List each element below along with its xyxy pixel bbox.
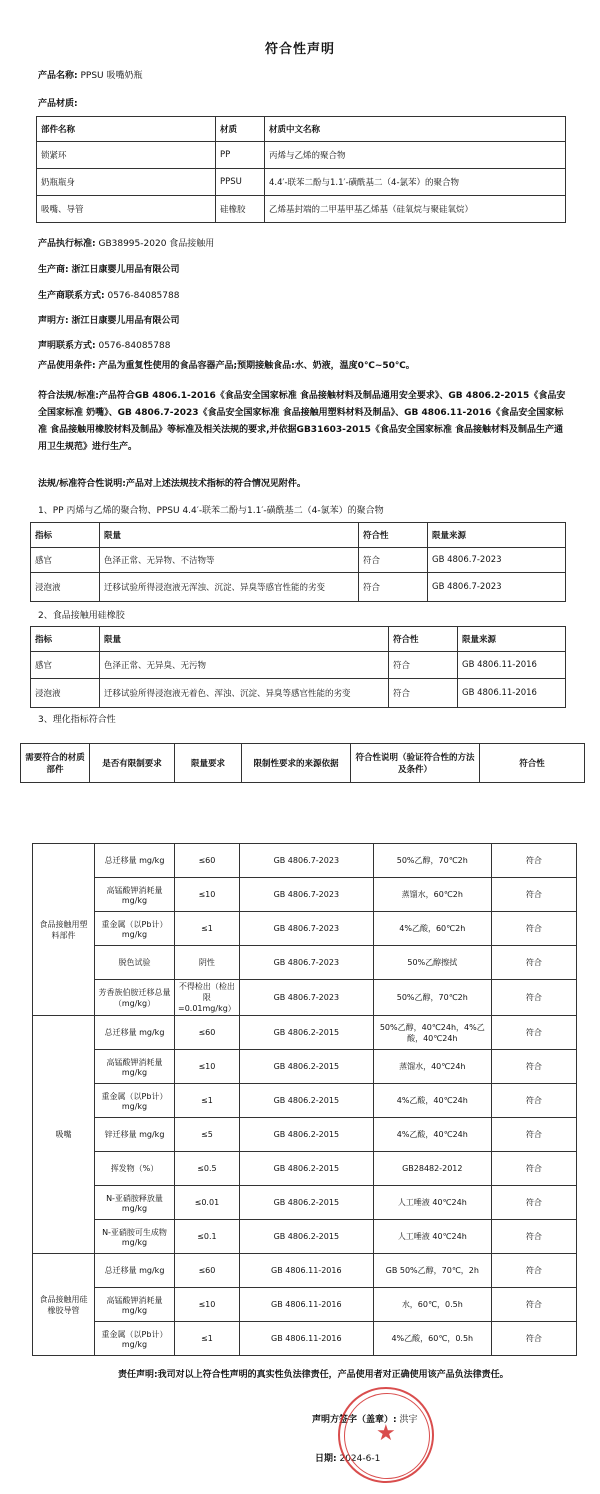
table-cell: 挥发物（%） (95, 1152, 175, 1186)
section2-title: 2、食品接触用硅橡胶 (38, 611, 125, 621)
table-cell: 符合 (389, 679, 458, 708)
table-cell: GB 4806.7-2023 (239, 844, 373, 878)
manufacturer-contact-value: 0576-84085788 (107, 291, 180, 301)
table-cell: GB 50%乙醇，70℃，2h (373, 1254, 491, 1288)
company-seal (338, 1387, 434, 1483)
table-cell: GB 4806.7-2023 (239, 980, 373, 1016)
table-cell: 重金属（以Pb计）mg/kg (95, 1322, 175, 1356)
table-cell: 符合 (491, 1220, 576, 1254)
table-row (33, 1050, 577, 1084)
table-cell: GB 4806.2-2015 (239, 1220, 373, 1254)
table-cell: 4%乙酸，40℃24h (373, 1118, 491, 1152)
table-cell: 符合 (491, 1254, 576, 1288)
table-cell: 感官 (31, 548, 100, 573)
table-cell: 50%乙醇，70℃2h (373, 844, 491, 878)
materials-label: 产品材质: (38, 99, 78, 109)
table-cell: 吸嘴、导管 (37, 196, 216, 223)
table-cell: GB 4806.7-2023 (239, 912, 373, 946)
table-cell: 符合 (491, 878, 576, 912)
table-cell: ≤1 (175, 912, 240, 946)
table-cell: 色泽正常、无异臭、无污物 (100, 652, 389, 679)
section1-table (30, 522, 566, 602)
table-cell: ≤1 (175, 1322, 240, 1356)
table-cell: 符合 (491, 1288, 576, 1322)
liability-statement: 责任声明:我司对以上符合性声明的真实性负法律责任，产品使用者对正确使用该产品负法律责任。 (118, 1370, 509, 1380)
date-line: 日期: 2024-6-1 (315, 1454, 381, 1464)
table-cell: GB 4806.2-2015 (239, 1152, 373, 1186)
table-cell: 符合 (491, 912, 576, 946)
table-cell: N-亚硝胺可生成物 mg/kg (95, 1220, 175, 1254)
table-cell: 4%乙酸，40℃24h (373, 1084, 491, 1118)
table-cell: 符合 (389, 652, 458, 679)
table-cell: 阴性 (175, 946, 240, 980)
declarer-contact-line: 声明联系方式: 0576-84085788 (38, 341, 171, 351)
table-cell: 总迁移量 mg/kg (95, 1254, 175, 1288)
declarer-line: 声明方: 浙江日康婴儿用品有限公司 (38, 316, 180, 326)
table-cell: 4%乙酸，60℃2h (373, 912, 491, 946)
table-cell: GB 4806.2-2015 (239, 1186, 373, 1220)
table-row (33, 844, 577, 878)
table-cell: 总迁移量 mg/kg (95, 844, 175, 878)
table-cell: 符合 (491, 1118, 576, 1152)
table-cell: 蒸馏水，60℃2h (373, 878, 491, 912)
table-cell: 4%乙酸，60℃，0.5h (373, 1322, 491, 1356)
product-name-value: PPSU 吸嘴奶瓶 (80, 71, 143, 81)
table-cell: GB 4806.2-2015 (239, 1050, 373, 1084)
table-cell: 符合 (491, 1186, 576, 1220)
table-row (33, 980, 577, 1016)
manufacturer-line: 生产商: 浙江日康婴儿用品有限公司 (38, 265, 180, 275)
table-cell: ≤10 (175, 1288, 240, 1322)
table-cell: GB 4806.7-2023 (428, 548, 566, 573)
section3-title: 3、理化指标符合性 (38, 715, 116, 725)
table-cell: 人工唾液 40℃24h (373, 1220, 491, 1254)
table-cell: ≤60 (175, 1254, 240, 1288)
table-header-cell: 限量 (100, 627, 389, 652)
table-cell: GB 4806.2-2015 (239, 1118, 373, 1152)
table-cell: ≤60 (175, 1016, 240, 1050)
table-cell: GB 4806.11-2016 (239, 1254, 373, 1288)
table-header-cell: 材质中文名称 (265, 117, 566, 142)
table-cell: GB 4806.7-2023 (428, 573, 566, 602)
table-cell: 不得检出（检出限=0.01mg/kg） (175, 980, 240, 1016)
table-cell: ≤0.5 (175, 1152, 240, 1186)
table-cell: 50%乙醇，40℃24h，4%乙酸，40℃24h (373, 1016, 491, 1050)
table-row (33, 1016, 577, 1050)
table-cell: ≤1 (175, 1084, 240, 1118)
table-cell: 锌迁移量 mg/kg (95, 1118, 175, 1152)
table-header-cell: 是否有限制要求 (90, 744, 175, 783)
table-cell: 感官 (31, 652, 100, 679)
table-header-cell: 符合性 (480, 744, 585, 783)
table-cell: 丙烯与乙烯的聚合物 (265, 142, 566, 169)
table-cell: ≤5 (175, 1118, 240, 1152)
table-cell: 高锰酸钾消耗量 mg/kg (95, 1288, 175, 1322)
table-cell: GB 4806.7-2023 (239, 946, 373, 980)
table-row (33, 912, 577, 946)
table-cell: 乙烯基封端的二甲基甲基乙烯基（硅氧烷与聚硅氧烷） (265, 196, 566, 223)
table-cell: ≤0.01 (175, 1186, 240, 1220)
materials-table (36, 116, 566, 223)
table-header-cell: 符合性 (389, 627, 458, 652)
material-part-cell: 食品接触用硅橡胶导管 (33, 1254, 95, 1356)
table-row (37, 196, 566, 223)
table-cell: 芳香族伯胺迁移总量（mg/kg） (95, 980, 175, 1016)
table-header-cell: 限量来源 (428, 523, 566, 548)
table-cell: 色泽正常、无异物、不洁物等 (100, 548, 359, 573)
table-cell: GB 4806.11-2016 (458, 679, 566, 708)
table-cell: 浸泡液 (31, 679, 100, 708)
material-part-cell: 吸嘴 (33, 1016, 95, 1254)
table-cell: 符合 (491, 844, 576, 878)
star-icon: ★ (376, 1421, 396, 1446)
manufacturer-contact-line: 生产商联系方式: 0576-84085788 (38, 291, 180, 301)
table-row (33, 1084, 577, 1118)
table-header-cell: 符合性说明（验证符合性的方法及条件） (351, 744, 480, 783)
standard-value: GB38995-2020 食品接触用 (98, 239, 215, 249)
table-cell: N-亚硝胺释放量 mg/kg (95, 1186, 175, 1220)
table-cell: GB 4806.2-2015 (239, 1016, 373, 1050)
table-cell: 人工唾液 40℃24h (373, 1186, 491, 1220)
table-cell: 水，60℃，0.5h (373, 1288, 491, 1322)
product-name-line (38, 70, 143, 82)
table-cell: GB 4806.2-2015 (239, 1084, 373, 1118)
table-row (31, 652, 566, 679)
table-row (33, 1220, 577, 1254)
table-row (31, 679, 566, 708)
standard-line: 产品执行标准: GB38995-2020 食品接触用 (38, 239, 215, 249)
table-header-cell: 限量 (100, 523, 359, 548)
table-header-cell: 限量要求 (175, 744, 242, 783)
table-cell: 奶瓶瓶身 (37, 169, 216, 196)
table-cell: 锁紧环 (37, 142, 216, 169)
table-cell: 重金属（以Pb计）mg/kg (95, 912, 175, 946)
table-header-cell: 材质 (216, 117, 265, 142)
table-cell: 脱色试验 (95, 946, 175, 980)
signature-line: 声明方签字（盖章）: 洪宇 (312, 1415, 418, 1425)
table-cell: 50%乙醇，70℃2h (373, 980, 491, 1016)
table-cell: 重金属（以Pb计）mg/kg (95, 1084, 175, 1118)
compliance-note-line: 法规/标准符合性说明:产品对上述法规技术指标的符合情况见附件。 (38, 479, 306, 489)
table-cell: 蒸馏水，40℃24h (373, 1050, 491, 1084)
table-cell: 50%乙醇擦拭 (373, 946, 491, 980)
table-row (33, 1288, 577, 1322)
declarer-value: 浙江日康婴儿用品有限公司 (71, 316, 180, 326)
usage-line: 产品使用条件: 产品为重复性使用的食品容器产品;预期接触食品:水、奶液，温度0℃~50℃。 (38, 361, 415, 371)
table-row (33, 1152, 577, 1186)
table-cell: 符合 (359, 548, 428, 573)
section2-table (30, 626, 566, 708)
table-row (33, 1186, 577, 1220)
liability-value: 我司对以上符合性声明的真实性负法律责任，产品使用者对正确使用该产品负法律责任。 (157, 1370, 509, 1380)
table-cell: 迁移试验所得浸泡液无着色、浑浊、沉淀、异臭等感官性能的劣变 (100, 679, 389, 708)
material-part-cell: 食品接触用塑料部件 (33, 844, 95, 1016)
regulation-paragraph: 符合法规/标准:产品符合GB 4806.1-2016《食品安全国家标准 食品接触材料及制品通用安全要求》、GB 4806.2-2015《食品安全国家标准 奶嘴》、GB 4806.7-2023《食品安全国家标准 食品接触用塑料材料及制品》、GB 4806.11-2016《食品安全国家标准 食品接触用橡胶材料及制品》等标准及相关法规的要求,并依据GB31603-2015《食品安全国家标准 食品接触材料及制品生产通用卫生规范》进行生产。 (38, 391, 566, 452)
table-row (33, 878, 577, 912)
table-cell: 迁移试验所得浸泡液无浑浊、沉淀、异臭等感官性能的劣变 (100, 573, 359, 602)
table-row (37, 169, 566, 196)
table-header-cell: 限量来源 (458, 627, 566, 652)
table-cell: GB 4806.11-2016 (239, 1288, 373, 1322)
table-header-cell: 指标 (31, 627, 100, 652)
materials-table-header (37, 117, 566, 142)
compliance-note-value: 产品对上述法规技术指标的符合情况见附件。 (125, 479, 306, 489)
table-cell: ≤10 (175, 1050, 240, 1084)
table-cell: GB28482-2012 (373, 1152, 491, 1186)
table-row (33, 946, 577, 980)
table-cell: 符合 (491, 1050, 576, 1084)
table-row (37, 142, 566, 169)
table-row (31, 548, 566, 573)
table-cell: 4.4′-联苯二酚与1.1′-磺酰基二（4-氯苯）的聚合物 (265, 169, 566, 196)
table-cell: 浸泡液 (31, 573, 100, 602)
table-cell: 总迁移量 mg/kg (95, 1016, 175, 1050)
table-cell: PPSU (216, 169, 265, 196)
table-cell: 高锰酸钾消耗量 mg/kg (95, 878, 175, 912)
declarer-contact-value: 0576-84085788 (98, 341, 171, 351)
date-value: 2024-6-1 (339, 1454, 381, 1464)
table-row (31, 573, 566, 602)
section1-title: 1、PP 丙烯与乙烯的聚合物、PPSU 4.4′-联苯二酚与1.1′-磺酰基二（4-氯苯）的聚合物 (38, 506, 384, 516)
table-header-cell: 指标 (31, 523, 100, 548)
table-row (33, 1322, 577, 1356)
table-row (33, 1254, 577, 1288)
table-cell: 符合 (491, 980, 576, 1016)
section3-detail-table (32, 843, 577, 1356)
table-cell: 符合 (491, 1084, 576, 1118)
table-header-cell: 符合性 (359, 523, 428, 548)
table-cell: 符合 (491, 1016, 576, 1050)
table-header-cell: 需要符合的材质部件 (21, 744, 90, 783)
table-cell: 符合 (491, 1152, 576, 1186)
usage-value: 产品为重复性使用的食品容器产品;预期接触食品:水、奶液，温度0℃~50℃。 (98, 361, 415, 371)
table-cell: ≤10 (175, 878, 240, 912)
table-cell: GB 4806.11-2016 (458, 652, 566, 679)
signature-value: 洪宇 (399, 1415, 418, 1425)
section3-header-table (20, 743, 585, 783)
table-cell: ≤0.1 (175, 1220, 240, 1254)
table-cell: 符合 (491, 1322, 576, 1356)
manufacturer-value: 浙江日康婴儿用品有限公司 (71, 265, 180, 275)
table-cell: ≤60 (175, 844, 240, 878)
table-cell: GB 4806.11-2016 (239, 1322, 373, 1356)
table-cell: 符合 (491, 946, 576, 980)
table-cell: 符合 (359, 573, 428, 602)
table-cell: PP (216, 142, 265, 169)
table-cell: 硅橡胶 (216, 196, 265, 223)
product-name-label: 产品名称: (38, 71, 78, 81)
table-header-cell: 限制性要求的来源依据 (242, 744, 351, 783)
regulation-value: 产品符合GB 4806.1-2016《食品安全国家标准 食品接触材料及制品通用安全要求》、GB 4806.2-2015《食品安全国家标准 奶嘴》、GB 4806.7-2023《食品安全国家标准 食品接触用塑料材料及制品》、GB 4806.11-2016《食品安全国家标准 食品接触用橡胶材料及制品》等标准及相关法规的要求,并依据GB31603-2015《食品安全国家标准 食品接触材料及制品生产通用卫生规范》进行生产。 (38, 391, 566, 452)
table-row (33, 1118, 577, 1152)
table-cell: GB 4806.7-2023 (239, 878, 373, 912)
table-cell: 高锰酸钾消耗量 mg/kg (95, 1050, 175, 1084)
table-header-cell: 部件名称 (37, 117, 216, 142)
document-title: 符合性声明 (264, 42, 335, 57)
